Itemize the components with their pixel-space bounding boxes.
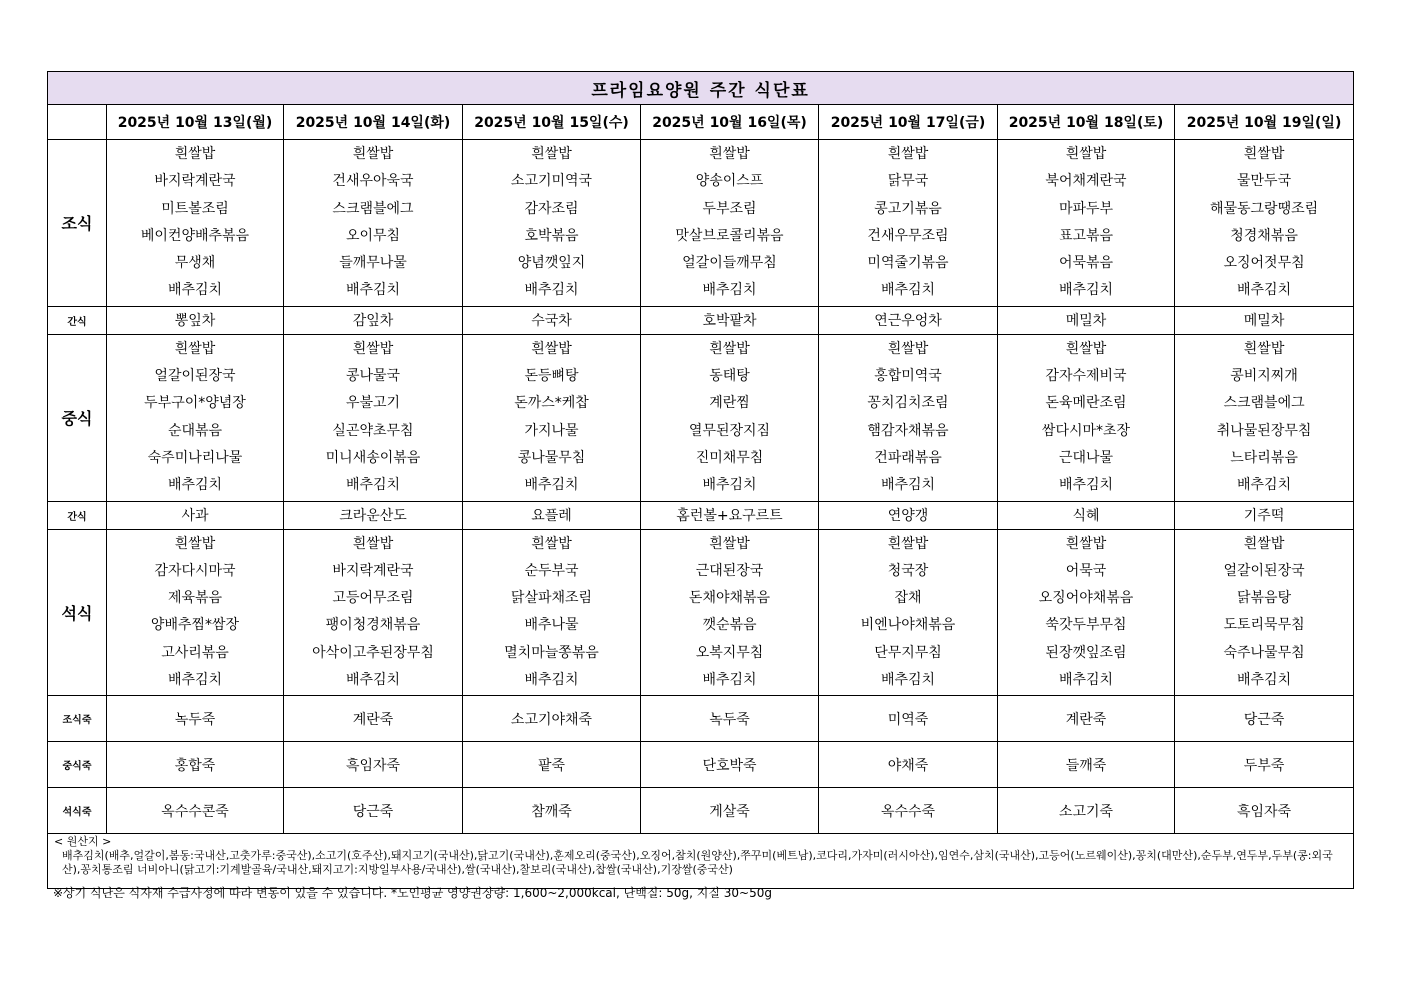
- snack1-cell: 호박팥차: [641, 306, 819, 334]
- dish-item: 오징어야채볶음: [1038, 590, 1134, 607]
- snack1-cell: 감잎차: [284, 306, 463, 334]
- lunch-porridge-cell: 홍합죽: [107, 742, 284, 788]
- dinner-porridge-row: [48, 788, 1354, 834]
- meal-label-snack2: 간식: [48, 501, 107, 529]
- lunch-porridge-cell: 흑임자죽: [284, 742, 463, 788]
- date-header: 2025년 10월 13일(월): [107, 105, 284, 140]
- dish-item: 호박볶음: [524, 227, 579, 244]
- dish-item: 된장깻잎조림: [1045, 644, 1127, 661]
- dish-item: 감자다시마국: [154, 562, 236, 579]
- dish-item: 돈채야채볶음: [688, 590, 771, 607]
- dish-item: 흰쌀밥: [1243, 340, 1285, 357]
- breakfast-row: [48, 140, 1354, 307]
- date-header: 2025년 10월 18일(토): [998, 105, 1175, 140]
- dish-item: 청국장: [887, 562, 929, 579]
- dish-item: 흰쌀밥: [174, 535, 216, 552]
- snack1-row: [48, 306, 1354, 334]
- dish-item: 배추김치: [345, 282, 401, 299]
- dish-item: 흰쌀밥: [887, 340, 929, 357]
- dish-item: 무생채: [174, 255, 216, 272]
- dish-item: 맛살브로콜리볶음: [675, 227, 784, 244]
- dish-item: 미트볼조림: [161, 200, 229, 217]
- breakfast-porridge-cell: 소고기야채죽: [463, 696, 641, 742]
- dish-item: 오복지무침: [695, 644, 764, 661]
- snack2-cell: 연양갱: [819, 501, 998, 529]
- dish-item: 건파래볶음: [874, 449, 942, 466]
- dinner-row: [48, 529, 1354, 696]
- lunch-porridge-cell: 팥죽: [463, 742, 641, 788]
- dish-item: 건새우무조림: [867, 227, 949, 244]
- dish-item: 마파두부: [1058, 200, 1114, 217]
- lunch-menu-cell: [819, 334, 998, 501]
- lunch-porridge-cell: 들깨죽: [998, 742, 1175, 788]
- date-header: 2025년 10월 17일(금): [819, 105, 998, 140]
- date-header: 2025년 10월 15일(수): [463, 105, 641, 140]
- snack1-cell: 뽕잎차: [107, 306, 284, 334]
- breakfast-menu-cell: [107, 140, 284, 307]
- snack2-cell: 기주떡: [1175, 501, 1354, 529]
- dish-item: 햄감자채볶음: [867, 422, 949, 439]
- dish-item: 감자조림: [524, 200, 579, 217]
- date-header: 2025년 10월 14일(화): [284, 105, 463, 140]
- lunch-porridge-row: [48, 742, 1354, 788]
- breakfast-porridge-cell: 미역죽: [819, 696, 998, 742]
- dinner-menu-cell: [1175, 529, 1354, 696]
- dish-item: 바지락계란국: [154, 173, 236, 190]
- dish-item: 근대나물: [1058, 449, 1114, 466]
- dish-item: 미역줄기볶음: [867, 255, 949, 272]
- dish-item: 흰쌀밥: [531, 340, 572, 357]
- date-header: 2025년 10월 19일(일): [1175, 105, 1354, 140]
- dish-item: 배추김치: [524, 672, 579, 689]
- dish-item: 흰쌀밥: [887, 535, 929, 552]
- meal-label-breakfast-porridge: 조식죽: [48, 696, 107, 742]
- dish-item: 닭살파채조림: [510, 590, 593, 607]
- dinner-porridge-cell: 옥수수죽: [819, 788, 998, 834]
- dish-item: 미니새송이볶음: [325, 449, 421, 466]
- dish-item: 가지나물: [524, 422, 579, 439]
- dish-item: 콩나물국: [345, 368, 401, 385]
- dish-item: 어묵볶음: [1058, 255, 1114, 272]
- dish-item: 오징어젓무침: [1223, 255, 1305, 272]
- dish-item: 바지락계란국: [332, 562, 414, 579]
- dish-item: 건새우아욱국: [332, 173, 414, 190]
- dish-item: 흰쌀밥: [1065, 535, 1107, 552]
- breakfast-porridge-row: [48, 696, 1354, 742]
- dish-item: 깻순볶음: [702, 617, 757, 634]
- dish-item: 순대볶음: [167, 422, 223, 439]
- dish-item: 배추김치: [345, 477, 401, 494]
- dish-item: 숙주나물무침: [1223, 644, 1305, 661]
- dinner-porridge-cell: 참깨죽: [463, 788, 641, 834]
- dish-item: 두부조림: [702, 200, 757, 217]
- dish-item: 양배추찜*쌈장: [150, 617, 240, 634]
- dish-item: 진미채무침: [695, 449, 764, 466]
- dish-item: 흰쌀밥: [352, 146, 394, 162]
- dish-item: 배추김치: [167, 282, 223, 299]
- dish-item: 감자수제비국: [1045, 368, 1127, 385]
- dish-item: 콩비지찌개: [1230, 368, 1298, 385]
- lunch-row: [48, 334, 1354, 501]
- dish-item: 배추김치: [1237, 672, 1292, 689]
- date-header: 2025년 10월 16일(목): [641, 105, 819, 140]
- weekly-menu-table: [47, 71, 1354, 889]
- snack2-cell: 사과: [107, 501, 284, 529]
- lunch-menu-cell: [1175, 334, 1354, 501]
- dish-item: 닭무국: [887, 173, 929, 190]
- breakfast-porridge-cell: 계란죽: [284, 696, 463, 742]
- dish-item: 배추김치: [524, 282, 579, 299]
- dish-item: 배추김치: [880, 477, 936, 494]
- dish-item: 표고볶음: [1058, 227, 1114, 244]
- dish-item: 닭볶음탕: [1237, 590, 1292, 607]
- dinner-menu-cell: [284, 529, 463, 696]
- dish-item: 동태탕: [709, 368, 750, 385]
- dish-item: 흰쌀밥: [1243, 146, 1285, 162]
- breakfast-porridge-cell: 당근죽: [1175, 696, 1354, 742]
- snack2-cell: 크라운산도: [284, 501, 463, 529]
- breakfast-menu-cell: [1175, 140, 1354, 307]
- dish-item: 열무된장지짐: [688, 422, 771, 439]
- dish-item: 계란찜: [709, 395, 750, 412]
- dish-item: 고사리볶음: [161, 644, 229, 661]
- dinner-porridge-cell: 옥수수콘죽: [107, 788, 284, 834]
- dish-item: 근대된장국: [695, 562, 764, 579]
- lunch-menu-cell: [284, 334, 463, 501]
- dish-item: 흰쌀밥: [1065, 146, 1107, 162]
- lunch-menu-cell: [463, 334, 641, 501]
- dish-item: 제육볶음: [167, 590, 223, 607]
- dinner-porridge-cell: 게살죽: [641, 788, 819, 834]
- dish-item: 스크램블에그: [1223, 395, 1305, 412]
- dish-item: 취나물된장무침: [1216, 422, 1312, 439]
- dish-item: 베이컨양배추볶음: [140, 227, 250, 244]
- breakfast-menu-cell: [998, 140, 1175, 307]
- lunch-porridge-cell: 야채죽: [819, 742, 998, 788]
- dish-item: 돈등뼈탕: [524, 368, 579, 385]
- dish-item: 흰쌀밥: [352, 535, 394, 552]
- dish-item: 어묵국: [1065, 562, 1107, 579]
- dish-item: 배추김치: [167, 477, 223, 494]
- dish-item: 양송이스프: [695, 173, 764, 190]
- snack2-cell: 식혜: [998, 501, 1175, 529]
- dish-item: 잡채: [894, 590, 922, 607]
- dish-item: 도토리묵무침: [1223, 617, 1305, 634]
- dish-item: 흰쌀밥: [174, 340, 216, 357]
- dish-item: 배추김치: [702, 282, 757, 299]
- origin-text: 배추김치(배추,얼갈이,봄동:국내산,고춧가루:중국산),소고기(호주산),돼지고기(국내산),닭고기(국내산),훈제오리(중국산),오징어,참치(원양산),쭈꾸미(베트남),코다리,가자미(러시아산),임연수,삼치(국내산),고등어(노르웨이산),꽁치(대만산),순두부,연두부,두부(콩:외국산),꽁치통조림 너비아니(닭고기:기계발골육/국내산,돼지고기:지방일부사용/국내산),쌀(국내산),찰보리(국내산),찹쌀(국내산),기장쌀(중국산): [62, 849, 1333, 877]
- meal-label-lunch-porridge: 중식죽: [48, 742, 107, 788]
- dish-item: 쌈다시마*초장: [1041, 422, 1131, 439]
- dish-item: 흰쌀밥: [1243, 535, 1285, 552]
- dish-item: 우불고기: [345, 395, 401, 412]
- dish-item: 흰쌀밥: [531, 535, 572, 552]
- dish-item: 얼갈이된장국: [154, 368, 236, 385]
- dish-item: 실곤약초무침: [332, 422, 414, 439]
- snack2-row: [48, 501, 1354, 529]
- meal-label-breakfast: 조식: [48, 140, 107, 307]
- dish-item: 배추김치: [702, 477, 757, 494]
- dish-item: 오이무침: [345, 227, 401, 244]
- dinner-menu-cell: [998, 529, 1175, 696]
- dish-item: 흰쌀밥: [531, 146, 572, 162]
- breakfast-menu-cell: [284, 140, 463, 307]
- lunch-menu-cell: [641, 334, 819, 501]
- dish-item: 흰쌀밥: [709, 340, 750, 357]
- dish-item: 흰쌀밥: [709, 535, 750, 552]
- dinner-porridge-cell: 흑임자죽: [1175, 788, 1354, 834]
- breakfast-menu-cell: [641, 140, 819, 307]
- dinner-menu-cell: [463, 529, 641, 696]
- lunch-porridge-cell: 두부죽: [1175, 742, 1354, 788]
- dish-item: 배추김치: [1237, 282, 1292, 299]
- dish-item: 얼갈이들깨무침: [682, 255, 777, 272]
- meal-label-snack1: 간식: [48, 306, 107, 334]
- dish-item: 순두부국: [524, 562, 579, 579]
- dish-item: 청경채볶음: [1230, 227, 1298, 244]
- dinner-menu-cell: [107, 529, 284, 696]
- dish-item: 멸치마늘쫑볶음: [504, 644, 599, 661]
- snack2-cell: 홈런볼+요구르트: [641, 501, 819, 529]
- dish-item: 배추김치: [880, 672, 936, 689]
- dish-item: 흰쌀밥: [352, 340, 394, 357]
- dish-item: 배추김치: [1058, 282, 1114, 299]
- dish-item: 비엔나야채볶음: [860, 617, 956, 634]
- meal-label-lunch: 중식: [48, 334, 107, 501]
- dish-item: 물만두국: [1237, 173, 1292, 190]
- breakfast-menu-cell: [819, 140, 998, 307]
- snack1-cell: 연근우엉차: [819, 306, 998, 334]
- dish-item: 돈까스*케찹: [514, 395, 589, 412]
- snack2-cell: 요플레: [463, 501, 641, 529]
- corner-cell: [48, 105, 107, 140]
- dish-item: 스크램블에그: [332, 200, 414, 217]
- dinner-porridge-cell: 당근죽: [284, 788, 463, 834]
- dish-item: 얼갈이된장국: [1223, 562, 1305, 579]
- dish-item: 콩나물무침: [517, 449, 586, 466]
- date-header-row: [48, 105, 1354, 140]
- dish-item: 흰쌀밥: [174, 146, 216, 162]
- dish-item: 배추나물: [524, 617, 579, 634]
- dish-item: 흰쌀밥: [1065, 340, 1107, 357]
- dish-item: 양념깻잎지: [517, 255, 586, 272]
- snack1-cell: 수국차: [463, 306, 641, 334]
- footnote: ※상기 식단은 식자재 수급사정에 따라 변동이 있을 수 있습니다. *노인평균 영양권장량: 1,600~2,000kcal, 단백질: 50g, 지질 30~50g: [53, 886, 772, 900]
- dish-item: 꽁치김치조림: [867, 395, 949, 412]
- dish-item: 흰쌀밥: [887, 146, 929, 162]
- dish-item: 느타리볶음: [1230, 449, 1298, 466]
- lunch-menu-cell: [998, 334, 1175, 501]
- origin-section: [48, 834, 1354, 889]
- breakfast-porridge-cell: 녹두죽: [107, 696, 284, 742]
- dish-item: 배추김치: [524, 477, 579, 494]
- meal-label-dinner-porridge: 석식죽: [48, 788, 107, 834]
- dish-item: 콩고기볶음: [874, 200, 942, 217]
- dish-item: 배추김치: [167, 672, 223, 689]
- dish-item: 해물동그랑땡조림: [1209, 200, 1319, 217]
- dish-item: 배추김치: [702, 672, 757, 689]
- dish-item: 들깨무나물: [339, 255, 407, 272]
- dish-item: 배추김치: [880, 282, 936, 299]
- dinner-menu-cell: [819, 529, 998, 696]
- dish-item: 돈육메란조림: [1045, 395, 1127, 412]
- dinner-menu-cell: [641, 529, 819, 696]
- dish-item: 고등어무조림: [332, 590, 414, 607]
- dish-item: 홍합미역국: [874, 368, 942, 385]
- dinner-porridge-cell: 소고기죽: [998, 788, 1175, 834]
- dish-item: 단무지무침: [874, 644, 942, 661]
- dish-item: 흰쌀밥: [709, 146, 750, 162]
- breakfast-porridge-cell: 녹두죽: [641, 696, 819, 742]
- dish-item: 팽이청경채볶음: [325, 617, 421, 634]
- breakfast-menu-cell: [463, 140, 641, 307]
- dish-item: 배추김치: [1237, 477, 1292, 494]
- page-title: 프라임요양원 주간 식단표: [48, 72, 1354, 105]
- lunch-porridge-cell: 단호박죽: [641, 742, 819, 788]
- dish-item: 쑥갓두부무침: [1045, 617, 1127, 634]
- snack1-cell: 메밀차: [1175, 306, 1354, 334]
- dish-item: 소고기미역국: [510, 173, 593, 190]
- dish-item: 배추김치: [345, 672, 401, 689]
- dish-item: 두부구이*양념장: [144, 395, 246, 412]
- breakfast-porridge-cell: 계란죽: [998, 696, 1175, 742]
- dish-item: 아삭이고추된장무침: [312, 644, 434, 661]
- origin-heading: < 원산지 >: [54, 835, 112, 849]
- dish-item: 배추김치: [1058, 477, 1114, 494]
- lunch-menu-cell: [107, 334, 284, 501]
- meal-label-dinner: 석식: [48, 529, 107, 696]
- dish-item: 배추김치: [1058, 672, 1114, 689]
- dish-item: 북어채계란국: [1045, 173, 1127, 190]
- snack1-cell: 메밀차: [998, 306, 1175, 334]
- dish-item: 숙주미나리나물: [147, 449, 243, 466]
